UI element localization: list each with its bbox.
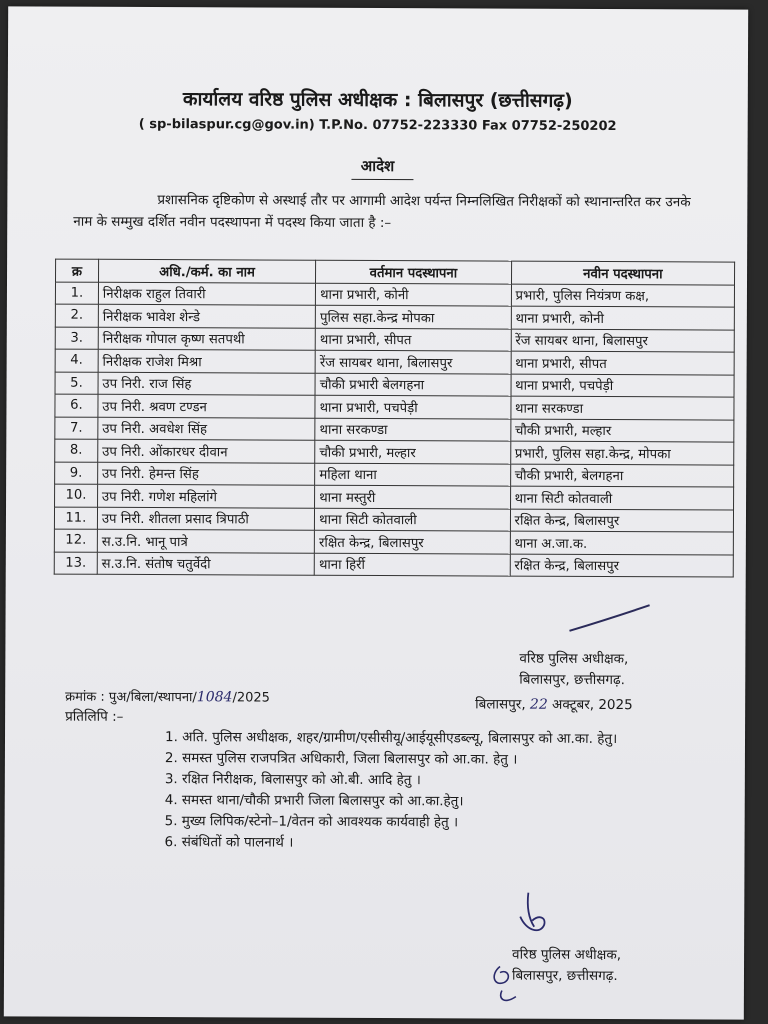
row-current-posting: थाना प्रभारी, कोनी [316,283,512,306]
row-current-posting: थाना प्रभारी, पचपेड़ी [315,395,511,418]
table-row [54,507,733,532]
row-name: निरीक्षक गोपाल कृष्ण सतपथी [98,327,315,350]
office-title: कार्यालय वरिष्ठ पुलिस अधीक्षक : बिलासपुर (छत्तीसगढ़) [182,88,573,112]
table-row [55,462,734,487]
signoff-block [519,649,628,691]
row-new-posting: थाना प्रभारी, पचपेड़ी [511,374,734,397]
row-new-posting: थाना प्रभारी, कोनी [511,306,734,329]
row-serial: 10. [55,484,98,507]
table-row [55,439,734,464]
row-name: उप निरी. शीतला प्रसाद त्रिपाठी [97,507,314,530]
header-new-posting: नवीन पदस्थापना [511,261,734,284]
row-serial: 9. [55,462,98,485]
signoff-location: बिलासपुर, छत्तीसगढ़. [519,671,625,689]
table-header-row [56,259,735,284]
row-new-posting: थाना प्रभारी, सीपत [511,351,734,374]
order-intro-text: प्रशासनिक दृष्टिकोण से अस्थाई तौर पर आगामी आदेश पर्यन्त निम्नलिखित निरीक्षकों को स्थानान्तरित कर उनके नाम के सम्मुख दर्शित नवीन पदस्थापना में पदस्थ किया जाता है :– [73,192,691,232]
row-new-posting: रक्षित केन्द्र, बिलासपुर [510,509,733,532]
row-name: निरीक्षक राजेश मिश्रा [98,349,315,372]
signoff-designation: वरिष्ठ पुलिस अधीक्षक, [519,650,629,668]
header-current-posting: वर्तमान पदस्थापना [316,260,512,283]
row-new-posting: प्रभारी, पुलिस सहा.केन्द्र, मोपका [510,441,733,464]
date-month-year: अक्टूबर, 2025 [552,696,633,714]
reference-suffix: /2025 [232,690,270,706]
row-current-posting: थाना मस्तुरी [315,485,511,508]
date-line [475,694,633,713]
row-current-posting: महिला थाना [315,463,511,486]
row-serial: 1. [55,282,98,305]
row-new-posting: चौकी प्रभारी, बेलगहना [510,464,733,487]
row-new-posting: रेंज सायबर थाना, बिलासपुर [511,329,734,352]
row-current-posting: रक्षित केन्द्र, बिलासपुर [315,530,511,553]
table-row [55,484,734,509]
row-name: स.उ.नि. संतोष चतुर्वेदी [97,552,314,575]
header-serial: क्र [56,259,99,282]
list-item: 3. रक्षित निरीक्षक, बिलासपुर को ओ.बी. आदि हेतु । [164,771,421,789]
row-current-posting: रेंज सायबर थाना, बिलासपुर [315,350,511,373]
row-current-posting: थाना प्रभारी, सीपत [315,328,511,351]
row-serial: 5. [55,372,98,395]
row-name: निरीक्षक राहुल तिवारी [98,282,315,305]
table-row [55,282,734,307]
row-name: उप निरी. राज सिंह [98,372,315,395]
row-serial: 11. [54,507,97,530]
signoff-block-2 [512,945,621,987]
row-name: उप निरी. ओंकारधर दीवान [98,439,315,462]
row-name: उप निरी. अवधेश सिंह [98,417,315,440]
row-serial: 7. [55,417,98,440]
list-item: 5. मुख्य लिपिक/स्टेनो–1/वेतन को आवश्यक कार्यवाही हेतु । [164,813,459,831]
contact-line: ( sp-bilaspur.cg@gov.in) T.P.No. 07752-223330 Fax 07752-250202 [138,116,617,135]
row-current-posting: थाना सिटी कोतवाली [315,508,511,531]
row-new-posting: प्रभारी, पुलिस नियंत्रण कक्ष, [511,284,734,307]
order-heading: आदेश [360,156,395,176]
row-new-posting: चौकी प्रभारी, मल्हार [510,419,733,442]
row-current-posting: पुलिस सहा.केन्द्र मोपका [315,305,511,328]
list-item: 1. अति. पुलिस अधीक्षक, शहर/ग्रामीण/एसीसीयू/आईयूसीएडब्ल्यू, बिलासपुर को आ.का. हेतु। [164,729,618,748]
date-day-handwritten: 22 [529,696,548,713]
row-serial: 2. [55,304,98,327]
date-place: बिलासपुर, [475,696,526,713]
row-new-posting: थाना सिटी कोतवाली [510,486,733,509]
signature-stroke [565,601,655,637]
table-row [55,417,734,442]
row-current-posting: थाना हिर्री [314,553,510,576]
order-intro [73,189,713,236]
row-new-posting: थाना अ.जा.क. [510,531,733,554]
header-name: अधि./कर्म. का नाम [98,259,315,282]
row-current-posting: चौकी प्रभारी बेलगहना [315,373,511,396]
table-row [54,552,733,577]
document-page [4,6,748,1019]
reference-handwritten-number: 1084 [196,689,233,706]
row-name: उप निरी. गणेश महिलांगे [97,484,314,507]
transfer-table [54,259,735,578]
copy-label: प्रतिलिपि :– [65,708,124,725]
copy-list [165,727,726,855]
row-serial: 12. [54,529,97,552]
reference-number [65,687,270,706]
row-name: उप निरी. हेमन्त सिंह [97,462,314,485]
row-serial: 6. [55,394,98,417]
list-item: 6. संबंधितों को पालनार्थ । [164,834,294,851]
row-name: स.उ.नि. भानू पात्रे [97,529,314,552]
list-item: 2. समस्त पुलिस राजपत्रित अधिकारी, जिला बिलासपुर को आ.का. हेतु । [164,750,518,768]
heading-underline [351,179,413,180]
row-serial: 13. [54,552,97,575]
row-current-posting: थाना सरकण्डा [315,418,511,441]
list-item: 4. समस्त थाना/चौकी प्रभारी जिला बिलासपुर को आ.का.हेतु। [164,792,464,810]
reference-prefix: क्रमांक : पुअ/बिला/स्थापना/ [65,689,197,706]
row-name: उप निरी. श्रवण टण्डन [98,394,315,417]
table-row [55,327,734,352]
row-new-posting: थाना सरकण्डा [511,396,734,419]
row-new-posting: रक्षित केन्द्र, बिलासपुर [510,554,733,577]
signoff2-designation: वरिष्ठ पुलिस अधीक्षक, [512,946,622,964]
table-row [55,394,734,419]
table-row [55,349,734,374]
row-current-posting: चौकी प्रभारी, मल्हार [315,440,511,463]
row-serial: 3. [55,327,98,350]
row-serial: 8. [55,439,98,462]
table-row [55,304,734,329]
table-row [55,372,734,397]
row-serial: 4. [55,349,98,372]
signoff2-location: बिलासपुर, छत्तीसगढ़. [511,967,618,985]
row-name: निरीक्षक भावेश शेन्डे [98,304,315,327]
table-row [54,529,733,554]
